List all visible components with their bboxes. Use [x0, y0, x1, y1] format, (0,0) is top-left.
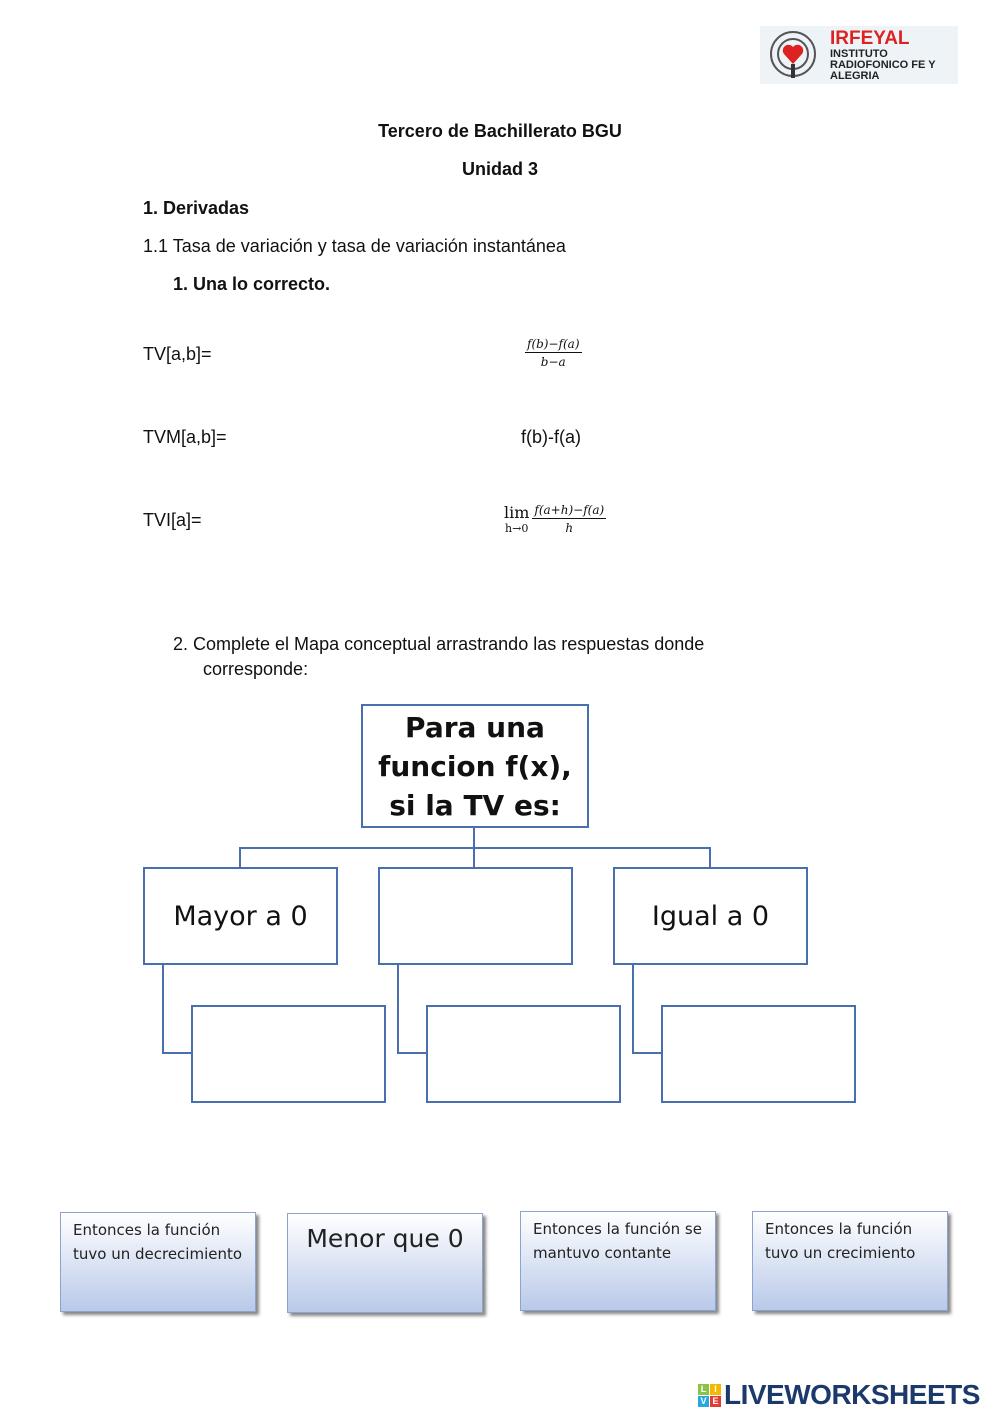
match-right-fraction[interactable]: $\frac{f(b)-f(a)}{b-a}$	[527, 337, 580, 369]
match-left-tv[interactable]: TV[a,b]=	[143, 344, 212, 364]
map-root: Para una funcion f(x), si la TV es:	[361, 704, 589, 828]
map-level1-drop-zone[interactable]	[378, 867, 573, 965]
connector	[162, 1052, 192, 1054]
match-left-tvm[interactable]: TVM[a,b]=	[143, 427, 227, 447]
map-level2-drop-zone-1[interactable]	[191, 1005, 386, 1103]
answer-card-decrecimiento[interactable]: Entonces la función tuvo un decrecimiento	[60, 1212, 256, 1312]
answer-card-menor-que-0[interactable]: Menor que 0	[287, 1213, 483, 1313]
connector	[162, 964, 164, 1054]
answer-card-constante[interactable]: Entonces la función se mantuvo contante	[520, 1211, 716, 1311]
map-level1-box-1[interactable]: Mayor a 0	[143, 867, 338, 965]
answer-card-crecimiento[interactable]: Entonces la función tuvo un crecimiento	[752, 1211, 948, 1311]
question-2-label: 2. Complete el Mapa conceptual arrastrando las respuestas donde	[173, 634, 705, 654]
connector	[632, 1052, 662, 1054]
section-subheading: 1.1 Tasa de variación y tasa de variación instantánea	[143, 236, 566, 256]
match-right-difference[interactable]: f(b)-f(a)	[521, 427, 581, 447]
connector	[239, 847, 241, 867]
liveworksheets-logo: L I V E LIVEWORKSHEETS	[698, 1379, 980, 1411]
match-right-limit[interactable]: lim h→0 $\frac{f(a+h)-f(a)}{h}$	[504, 503, 605, 535]
connector	[473, 827, 475, 849]
connector	[709, 847, 711, 867]
connector	[397, 964, 399, 1054]
live-badge-icon: L I V E	[698, 1384, 721, 1407]
match-left-tvi[interactable]: TVI[a]=	[143, 510, 202, 530]
question-2-label-cont: corresponde:	[203, 659, 309, 679]
radio-heart-icon	[764, 30, 822, 82]
connector	[632, 964, 634, 1054]
page-title: Tercero de Bachillerato BGU	[378, 121, 622, 141]
map-level2-drop-zone-3[interactable]	[661, 1005, 856, 1103]
irfeyal-logo: IRFEYAL INSTITUTO RADIOFONICO FE Y ALEGRIA	[760, 26, 958, 84]
map-level2-drop-zone-2[interactable]	[426, 1005, 621, 1103]
connector	[473, 847, 475, 867]
connector	[239, 847, 711, 849]
map-level1-box-3[interactable]: Igual a 0	[613, 867, 808, 965]
unit-title: Unidad 3	[461, 159, 538, 179]
section-heading: 1. Derivadas	[143, 198, 250, 218]
connector	[397, 1052, 427, 1054]
question-1-label: 1. Una lo correcto.	[173, 274, 331, 294]
